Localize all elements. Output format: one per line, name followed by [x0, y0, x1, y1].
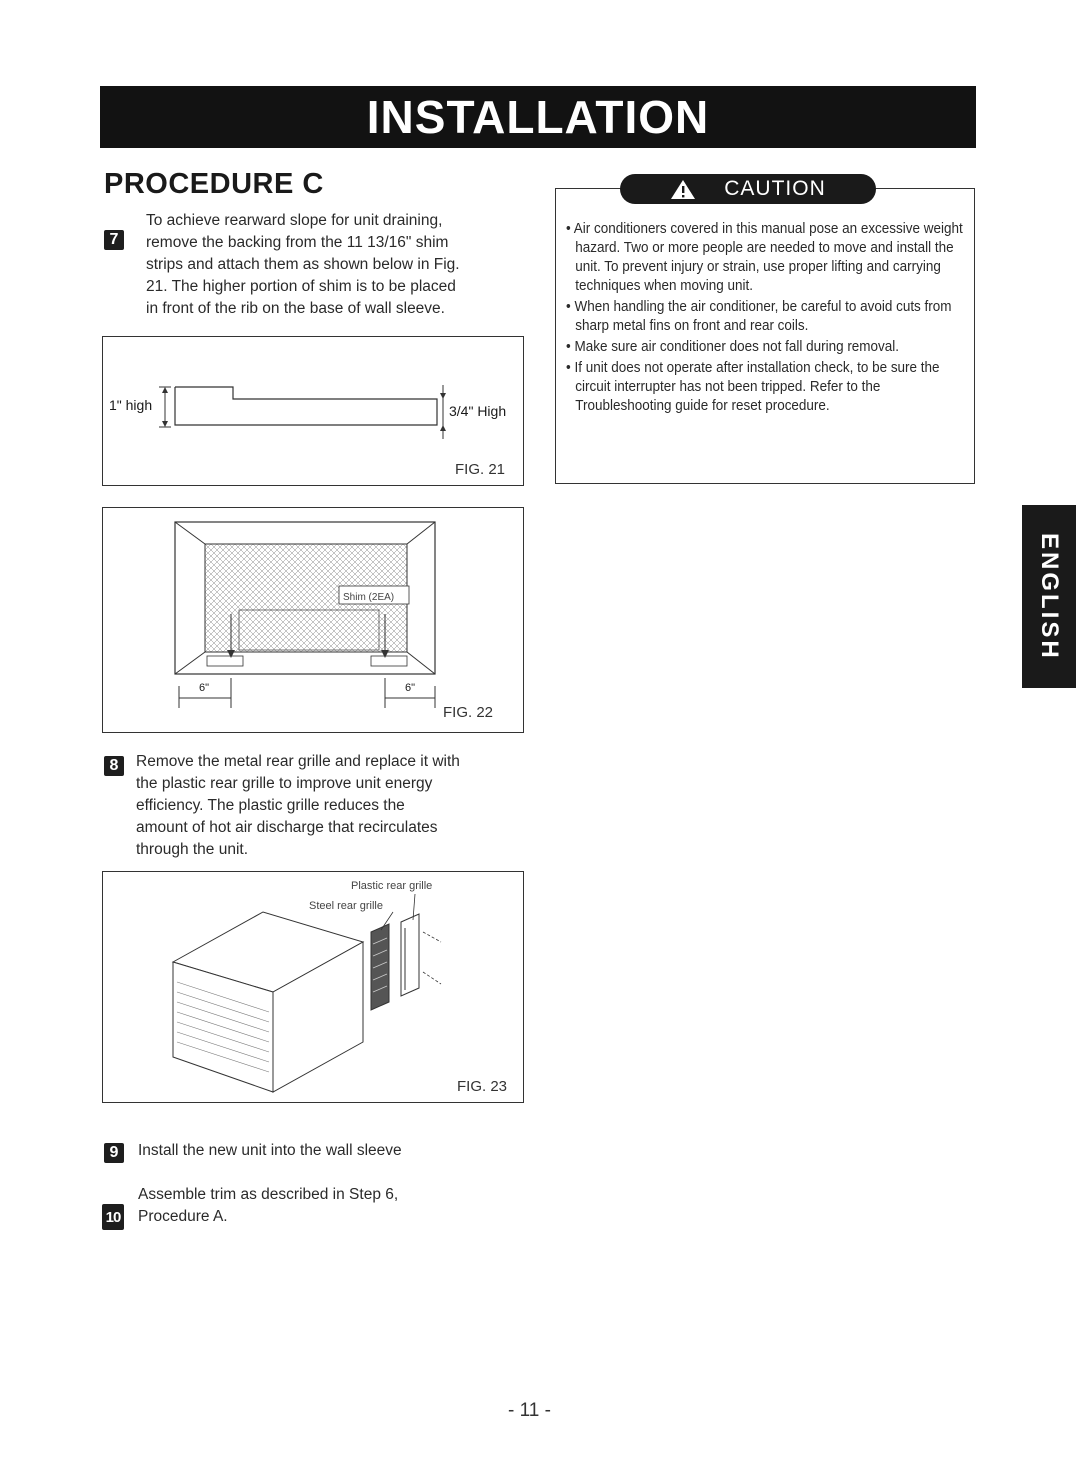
caution-item: • When handling the air conditioner, be careful to avoid cuts from sharp metal fins on front and rear coils. — [566, 299, 952, 334]
caution-item: • Make sure air conditioner does not fall during removal. — [566, 339, 900, 355]
step-7-line: To achieve rearward slope for unit draining, — [146, 212, 443, 229]
step-8-line: through the unit. — [136, 841, 249, 858]
caution-item: • Air conditioners covered in this manual pose an excessive weight hazard. Two or more people are needed to move and install the unit. To prevent injury or strain, use proper lifting and carrying techniques when moving unit. — [566, 221, 963, 294]
caution-header — [620, 174, 876, 204]
procedure-title: PROCEDURE C — [104, 168, 324, 200]
header-title: INSTALLATION — [100, 86, 976, 148]
fig23-steel-label: Steel rear grille — [309, 900, 383, 912]
fig21-label: FIG. 21 — [455, 461, 506, 478]
fig21-right-dimension: 3/4" High — [449, 403, 507, 419]
step-7-line: remove the backing from the 11 13/16" shim — [146, 234, 449, 251]
step-7-text — [146, 210, 526, 320]
step-9-text — [138, 1140, 528, 1162]
caution-title: CAUTION — [724, 177, 826, 200]
step-10-line: Procedure A. — [138, 1208, 228, 1225]
fig-23 — [102, 871, 524, 1103]
fig-22 — [102, 507, 524, 733]
language-tab-label: ENGLISH — [1036, 532, 1063, 661]
fig23-label: FIG. 23 — [457, 1078, 508, 1095]
fig22-label: FIG. 22 — [443, 704, 494, 721]
caution-list — [566, 220, 968, 418]
page-number: - 11 - — [508, 1400, 551, 1421]
warning-triangle-icon — [670, 178, 696, 200]
step-number-8: 8 — [104, 756, 124, 776]
step-9-line: Install the new unit into the wall sleeve — [138, 1142, 402, 1159]
wall-sleeve-diagram — [103, 508, 523, 732]
step-8-line: amount of hot air discharge that recirculates — [136, 819, 438, 836]
step-number-9: 9 — [104, 1143, 124, 1163]
fig22-right-dimension: 6" — [405, 682, 416, 694]
step-7-line: 21. The higher portion of shim is to be placed — [146, 278, 456, 295]
fig-21 — [102, 336, 524, 486]
step-8-line: Remove the metal rear grille and replace it with — [136, 753, 460, 770]
fig22-left-dimension: 6" — [199, 682, 210, 694]
step-8-line: efficiency. The plastic grille reduces the — [136, 797, 405, 814]
step-number-10: 10 — [102, 1204, 124, 1230]
fig22-shim-label: Shim (2EA) — [343, 592, 395, 603]
step-10-line: Assemble trim as described in Step 6, — [138, 1186, 399, 1203]
fig23-plastic-label: Plastic rear grille — [351, 880, 433, 892]
step-7-line: strips and attach them as shown below in Fig. — [146, 256, 460, 273]
fig21-left-dimension: 1" high — [109, 397, 153, 413]
step-8-text — [136, 751, 526, 861]
step-7-line: in front of the rib on the base of wall sleeve. — [146, 300, 445, 317]
step-number-7: 7 — [104, 230, 124, 250]
step-8-line: the plastic rear grille to improve unit energy — [136, 775, 433, 792]
language-tab — [1022, 505, 1076, 688]
caution-item: • If unit does not operate after installation check, to be sure the circuit interrupter has not been tripped. Refer to the Troubleshooting guide for reset procedure. — [566, 360, 940, 414]
step-10-text — [138, 1184, 528, 1228]
